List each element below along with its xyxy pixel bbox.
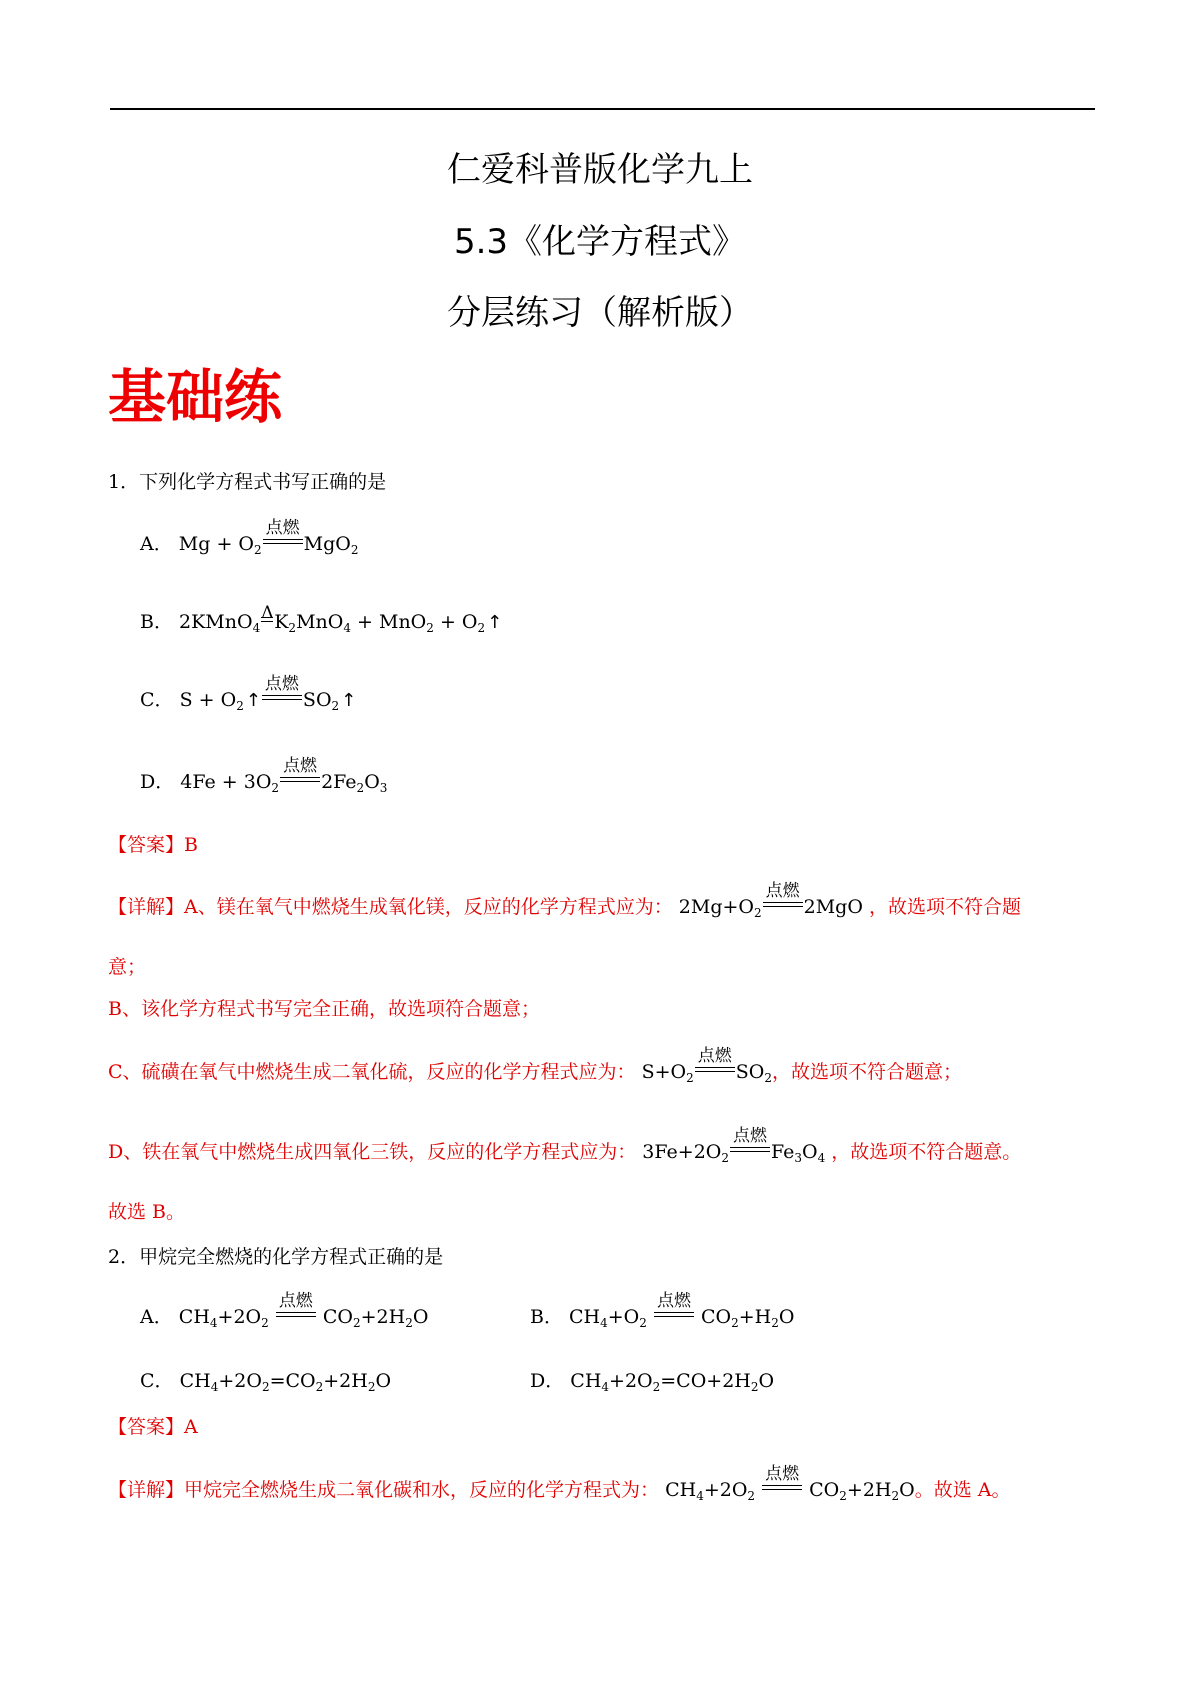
equation-render: $Mg + O_2$ 点燃 MgO$_2$ [178, 518, 359, 557]
answer-value: B [184, 834, 198, 856]
reaction-condition: 点燃 [654, 1318, 694, 1323]
equation-render: $3Fe+2O_2$ 点燃 $Fe_3O_4$ [642, 1126, 826, 1165]
option-label: A． [140, 1306, 173, 1328]
reaction-condition: Δ [261, 603, 274, 623]
option-label: D． [530, 1370, 565, 1392]
option-label: C． [140, 1370, 174, 1392]
q1-detail-a-cont: 意； [108, 956, 147, 978]
detail-text: 。故选 A。 [914, 1479, 1011, 1501]
reaction-condition: 点燃 [263, 545, 303, 550]
reaction-condition: 点燃 [280, 783, 320, 788]
q1-detail-a [108, 881, 1021, 920]
reaction-condition: 点燃 [730, 1153, 770, 1158]
reaction-condition: 点燃 [762, 1491, 802, 1496]
q2-option-c [140, 1369, 391, 1393]
reaction-condition: 点燃 [763, 908, 803, 913]
detail-tag: 【详解】 [108, 1479, 185, 1501]
detail-text: ，故选项不符合题意； [771, 1061, 962, 1083]
equation-render: $S + O_2$ ↑ 点燃 $SO_2$ ↑ [179, 674, 357, 713]
reaction-condition: 点燃 [695, 1073, 735, 1078]
q2-option-d [530, 1369, 774, 1393]
detail-text: 甲烷完全燃烧生成二氧化碳和水，反应的化学方程式为： [184, 1479, 660, 1501]
answer-tag: 【答案】 [108, 1416, 185, 1438]
q1-detail-b: B、该化学方程式书写完全正确，故选项符合题意； [108, 998, 540, 1020]
equation-render: $2Mg+O_2$ 点燃 2MgO [678, 881, 863, 920]
q1-detail-c [108, 1046, 962, 1085]
q2-answer [108, 1415, 198, 1439]
option-label: B． [530, 1306, 563, 1328]
q1-detail-d [108, 1126, 1022, 1165]
q1-answer [108, 833, 198, 857]
equation-render: $CH_4+O_2$ 点燃 $CO_2+H_2O$ [569, 1291, 795, 1330]
option-label: B． [140, 611, 173, 633]
reaction-condition: 点燃 [276, 1318, 316, 1323]
question-2-stem: 2．甲烷完全燃烧的化学方程式正确的是 [108, 1246, 444, 1268]
page-subtitle-2: 分层练习（解析版） [447, 293, 753, 333]
detail-text: ，故选项不符合题 [868, 896, 1021, 918]
answer-value: A [184, 1416, 198, 1438]
q2-option-b [530, 1291, 795, 1330]
option-label: D． [140, 771, 175, 793]
equation-render: $S+O_2$ 点燃 $SO_2$ [641, 1046, 772, 1085]
q1-conclusion: 故选 B。 [108, 1201, 186, 1223]
detail-tag: 【详解】 [108, 896, 185, 918]
q1-option-d [140, 756, 388, 795]
answer-tag: 【答案】 [108, 834, 185, 856]
equation-render: 2KMnO$_4$ Δ $K_2MnO_4 + MnO_2 + O_2$ ↑ [179, 603, 503, 635]
equation-render: $CH_4+2O_2=CO_2+2H_2O$ [179, 1370, 392, 1394]
question-1-stem: 1．下列化学方程式书写正确的是 [108, 471, 387, 493]
equation-render: $CH_4+2O_2$ 点燃 $CO_2+2H_2O$ [178, 1291, 429, 1330]
detail-text: D、铁在氧气中燃烧生成四氧化三铁，反应的化学方程式应为： [108, 1141, 637, 1163]
equation-render: $CH_4+2O_2=CO+2H_2O$ [570, 1370, 775, 1394]
detail-text: ，故选项不符合题意。 [831, 1141, 1022, 1163]
header-rule [110, 108, 1095, 110]
detail-text: A、镁在氧气中燃烧生成氧化镁，反应的化学方程式应为： [184, 896, 673, 918]
detail-text: C、硫磺在氧气中燃烧生成二氧化硫，反应的化学方程式应为： [108, 1061, 636, 1083]
q1-option-b [140, 603, 503, 635]
q2-option-a [140, 1291, 429, 1330]
option-label: A． [140, 533, 173, 555]
reaction-condition: 点燃 [262, 701, 302, 706]
q1-option-a [140, 518, 359, 557]
q2-detail [108, 1464, 1011, 1503]
q1-option-c [140, 674, 357, 713]
option-label: C． [140, 689, 174, 711]
page-title: 仁爱科普版化学九上 [447, 150, 753, 190]
page-subtitle: 5.3《化学方程式》 [453, 222, 747, 262]
section-title: 基础练 [108, 363, 283, 431]
equation-render: $CH_4+2O_2$ 点燃 $CO_2+2H_2O$ [665, 1464, 915, 1503]
equation-render: $4Fe + 3O_2$ 点燃 $2Fe_2O_3$ [180, 756, 388, 795]
